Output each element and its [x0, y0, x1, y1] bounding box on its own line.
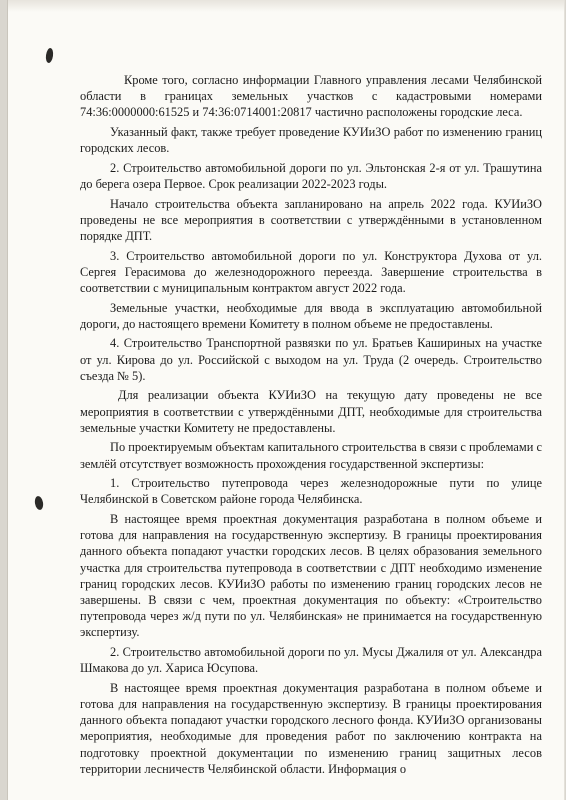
paragraph: Кроме того, согласно информации Главного управления лесами Челябинской области в границах земельных участков с кадастровыми номерами 74:36:0000000:61525 и 74:36:0714001:20817 частично расположены городские леса. [80, 73, 542, 120]
paragraph: Для реализации объекта КУИиЗО на текущую дату проведены не все мероприятия в соответствии с утверждёнными ДПТ, необходимые для строительства земельные участки Комитету не предоставлены. [80, 388, 542, 435]
paragraph: 1. Строительство путепровода через железнодорожные пути по улице Челябинской в Советском районе города Челябинска. [80, 476, 542, 507]
page-top-edge [8, 0, 564, 12]
paragraph: Начало строительства объекта запланировано на апрель 2022 года. КУИиЗО проведены не все мероприятия в соответствии с утверждёнными в установленном порядке ДПТ. [80, 196, 542, 243]
document-body [80, 72, 542, 780]
paragraph: По проектируемым объектам капитального строительства в связи с проблемами с землёй отсутствует возможность прохождения государственной экспертизы: [80, 440, 542, 471]
paragraph: В настоящее время проектная документация разработана в полном объеме и готова для направления на государственную экспертизу. В границы проектирования данного объекта попадают участки городских лесов. В целях образования земельного участка для строительства путепровода в соответствии с ДПТ необходимо изменение границ городских лесов. КУИиЗО работы по изменению границ городских лесов не завершены. В связи с чем, проектная документация по объекту: «Строительство путепровода через ж/д пути по ул. Челябинская» не принимается на государственную экспертизу. [80, 511, 542, 640]
paragraph: В настоящее время проектная документация разработана в полном объеме и готова для направления на государственную экспертизу. В границы проектирования данного объекта попадают участки городского лесного фонда. КУИиЗО организованы мероприятия, необходимые для проведения работ по заключению контракта на подготовку проектной документации по изменению границ защитных лесов территории лесничеств Челябинской области. Информация о [80, 680, 542, 776]
paragraph: Указанный факт, также требует проведение КУИиЗО работ по изменению границ городских лесов. [80, 125, 542, 156]
paragraph: 2. Строительство автомобильной дороги по ул. Эльтонская 2-я от ул. Трашутина до берега озера Первое. Срок реализации 2022-2023 годы. [80, 160, 542, 191]
paragraph: 2. Строительство автомобильной дороги по ул. Мусы Джалиля от ул. Александра Шмакова до ул. Хариса Юсупова. [80, 645, 542, 676]
paragraph: Земельные участки, необходимые для ввода в эксплуатацию автомобильной дороги, до настоящего времени Комитету в полном объеме не предоставлены. [80, 300, 542, 331]
paragraph: 3. Строительство автомобильной дороги по ул. Конструктора Духова от ул. Сергея Герасимова до железнодорожного переезда. Завершение строительства в соответствии с муниципальным контрактом август 2022 года. [80, 248, 542, 295]
paragraph: 4. Строительство Транспортной развязки по ул. Братьев Кашириных на участке от ул. Кирова до ул. Российской с выходом на ул. Труда (2 очередь. Строительство съезда № 5). [80, 336, 542, 383]
